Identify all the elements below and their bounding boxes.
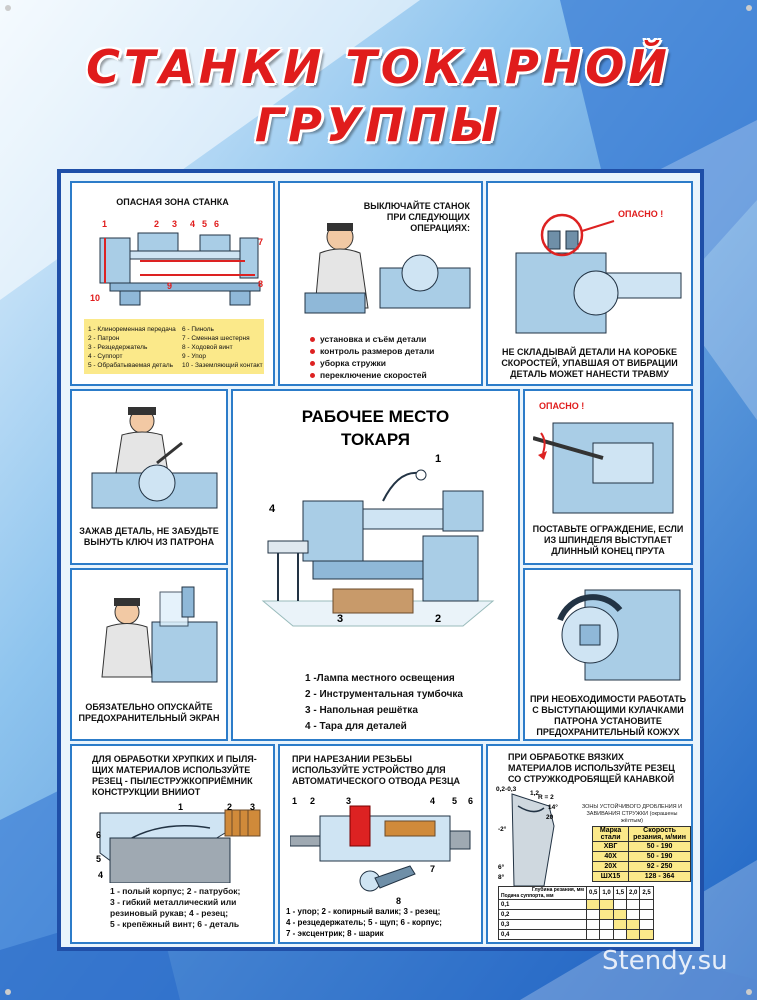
list-item: уборка стружки [310,357,480,369]
legend-item: 9 - Упор [182,353,206,360]
callout-6: 6 [214,219,220,229]
list-item: переключение скоростей [310,369,480,381]
angle-label: 14° [548,804,558,811]
brittle-heading: ДЛЯ ОБРАБОТКИ ХРУПКИХ И ПЫЛЯ- ЩИХ МАТЕРИАЛОВ ИСПОЛЬЗУЙТЕ РЕЗЕЦ - ПЫЛЕСТРУЖКОПРИЁМНИК КОНСТРУКЦИИ ВНИИОТ [92,754,257,797]
legend-item: 10 - Заземляющий контакт [182,362,263,369]
table-header: 2,0 [627,887,640,900]
danger-zone-legend [84,319,264,374]
callout-2: 2 [435,613,442,625]
callout-5: 5 [96,854,102,864]
poster-board [57,169,704,951]
thread-heading: ПРИ НАРЕЗАНИИ РЕЗЬБЫ ИСПОЛЬЗУЙТЕ УСТРОЙСТВО ДЛЯ АВТОМАТИЧЕСКОГО ОТВОДА РЕЗЦА [292,754,461,786]
legend-line: 7 - эксцентрик; 8 - шарик [286,929,384,938]
panel-viscous [486,744,693,944]
legend-item: 1 - Клиноременная передача [88,326,176,333]
brittle-legend [110,886,275,930]
panel-thread [278,744,483,944]
switch-off-heading: ВЫКЛЮЧАЙТЕ СТАНОК ПРИ СЛЕДУЮЩИХ ОПЕРАЦИЯХ: [363,201,470,233]
panel-danger-zone [70,181,275,386]
table-row: ХВГ 50 - 190 [593,842,691,852]
legend-line: 4 - резцедержатель; 5 - щуп; 6 - корпус; [286,918,442,927]
callout-1: 1 [435,453,442,465]
dust-collector-cutter-illustration [80,798,270,883]
legend-item: 7 - Сменная шестерня [182,335,250,342]
callout-1: 1 [178,802,184,812]
panel-gearbox [486,181,693,386]
chuck-key-caption: ЗАЖАВ ДЕТАЛЬ, НЕ ЗАБУДЬТЕ ВЫНУТЬ КЛЮЧ ИЗ ПАТРОНА [79,526,219,547]
callout-5: 5 [452,796,458,806]
angle-label: R = 2 [538,794,554,801]
panel-switch-off [278,181,483,386]
thread-legend [286,906,482,939]
table-row: 20Х 92 - 250 [593,862,691,872]
panel-workplace [231,389,520,741]
feed-table [498,886,654,940]
cutter-geometry-illustration [494,786,574,896]
callout-6: 6 [96,830,102,840]
table-row: 40Х 50 - 190 [593,852,691,862]
zone-note: ЗОНЫ УСТОЙЧИВОГО ДРОБЛЕНИЯ И ЗАВИВАНИЯ СТРУЖКИ (окрашены жёлтым) [581,804,683,824]
callout-3: 3 [172,219,178,229]
table-header: 2,5 [640,887,653,900]
callout-5: 5 [202,219,208,229]
callout-8: 8 [258,279,264,289]
panel-guard [523,389,693,565]
legend-line: 3 - гибкий металлический или [110,897,237,907]
callout-3: 3 [337,613,344,625]
legend-left [88,325,178,370]
table-row: 0,4 [499,930,654,940]
legend-item: 4 - Суппорт [88,353,123,360]
angle-label: 6° [498,864,505,871]
danger-label: ОПАСНО ! [539,401,585,411]
list-item: 4 - Тара для деталей [305,721,407,732]
table-row: 0,3 [499,920,654,930]
table-header: Глубина резания, мм Подача суппорта, мм [499,887,587,900]
list-item: контроль размеров детали [310,345,480,357]
cover-caption: ПРИ НЕОБХОДИМОСТИ РАБОТАТЬ С ВЫСТУПАЮЩИМИ КУЛАЧКАМИ ПАТРОНА УСТАНОВИТЕ ПРЕДОХРАНИТЕЛЬНЫЙ КОЖУХ [529,694,687,737]
callout-9: 9 [167,281,173,291]
callout-3: 3 [250,802,256,812]
workplace-illustration [253,451,503,631]
list-item: 3 - Напольная решётка [305,705,418,716]
heading-line: ТОКАРЯ [341,430,410,449]
table-header: Марка стали [593,827,629,842]
legend-item: 3 - Резцедержатель [88,344,148,351]
chuck-cover-illustration [535,580,685,685]
chuck-key-illustration [82,403,222,513]
table-header: Скорость резания, м/мин [629,827,691,842]
speed-table [592,826,691,882]
table-header: 1,0 [600,887,613,900]
angle-label: 20 [546,814,554,821]
legend-item: 2 - Патрон [88,335,120,342]
callout-8: 8 [396,896,402,906]
angle-label: 0,2-0,3 [496,786,517,793]
workplace-legend [305,671,515,735]
callout-2: 2 [310,796,316,806]
switch-off-list [310,333,480,381]
callout-6: 6 [468,796,474,806]
legend-line: 1 - упор; 2 - копирный валик; 3 - резец; [286,907,441,916]
screen-caption: ОБЯЗАТЕЛЬНО ОПУСКАЙТЕ ПРЕДОХРАНИТЕЛЬНЫЙ ЭКРАН [78,702,220,723]
callout-10: 10 [90,293,101,303]
callout-4: 4 [98,870,104,880]
guard-caption: ПОСТАВЬТЕ ОГРАЖДЕНИЕ, ЕСЛИ ИЗ ШПИНДЕЛЯ ВЫСТУПАЕТ ДЛИННЫЙ КОНЕЦ ПРУТА [532,524,684,556]
panel-chuck-key [70,389,228,565]
panel-screen [70,568,228,741]
spindle-guard-illustration [533,413,688,518]
angle-label: -2° [498,826,507,833]
callout-3: 3 [346,796,352,806]
angle-label: 1,2 [530,790,540,797]
thread-device-illustration [290,796,475,906]
callout-4: 4 [269,503,276,515]
table-row: 0,1 [499,900,654,910]
callout-4: 4 [190,219,196,229]
legend-item: 5 - Обрабатываемая деталь [88,362,174,369]
panel-cover [523,568,693,741]
table-row: ШХ15 128 - 364 [593,872,691,882]
legend-item: 8 - Ходовой винт [182,344,233,351]
callout-2: 2 [227,802,233,812]
poster-title-line1: СТАНКИ ТОКАРНОЙ [86,40,671,94]
table-row: 0,2 [499,910,654,920]
safety-screen-illustration [82,582,222,692]
callout-7: 7 [258,237,264,247]
poster-title-line2: ГРУППЫ [254,98,503,152]
list-item: 1 -Лампа местного освещения [305,673,455,684]
list-item: установка и съём детали [310,333,480,345]
callout-1: 1 [292,796,298,806]
table-header: 1,5 [613,887,626,900]
watermark: Stendy.su [602,946,728,976]
heading-line: РАБОЧЕЕ МЕСТО [301,407,450,426]
danger-zone-heading: ОПАСНАЯ ЗОНА СТАНКА [116,197,229,207]
legend-line: 1 - полый корпус; 2 - патрубок; [110,886,241,896]
legend-item: 6 - Пиноль [182,326,214,333]
callout-4: 4 [430,796,436,806]
workplace-heading [233,405,518,451]
list-item: 2 - Инструментальная тумбочка [305,689,463,700]
viscous-heading: ПРИ ОБРАБОТКЕ ВЯЗКИХ МАТЕРИАЛОВ ИСПОЛЬЗУЙТЕ РЕЗЕЦ СО СТРУЖКОДРОБЯЩЕЙ КАНАВКОЙ [508,752,675,784]
gearbox-illustration [496,203,686,343]
legend-right [182,325,264,370]
table-header: 0,5 [587,887,600,900]
gearbox-caption: НЕ СКЛАДЫВАЙ ДЕТАЛИ НА КОРОБКЕ СКОРОСТЕЙ, УПАВШАЯ ОТ ВИБРАЦИИ ДЕТАЛЬ МОЖЕТ НАНЕСТИ ТРАВМУ [501,347,678,379]
callout-2: 2 [154,219,160,229]
turner-at-lathe-illustration [290,213,475,323]
legend-line: резиновый рукав; 4 - резец; [110,908,229,918]
angle-label: 8° [498,874,505,881]
panel-brittle [70,744,275,944]
callout-7: 7 [430,864,436,874]
callout-1: 1 [102,219,108,229]
legend-line: 5 - крепёжный винт; 6 - деталь [110,919,240,929]
danger-label: ОПАСНО ! [618,209,664,219]
